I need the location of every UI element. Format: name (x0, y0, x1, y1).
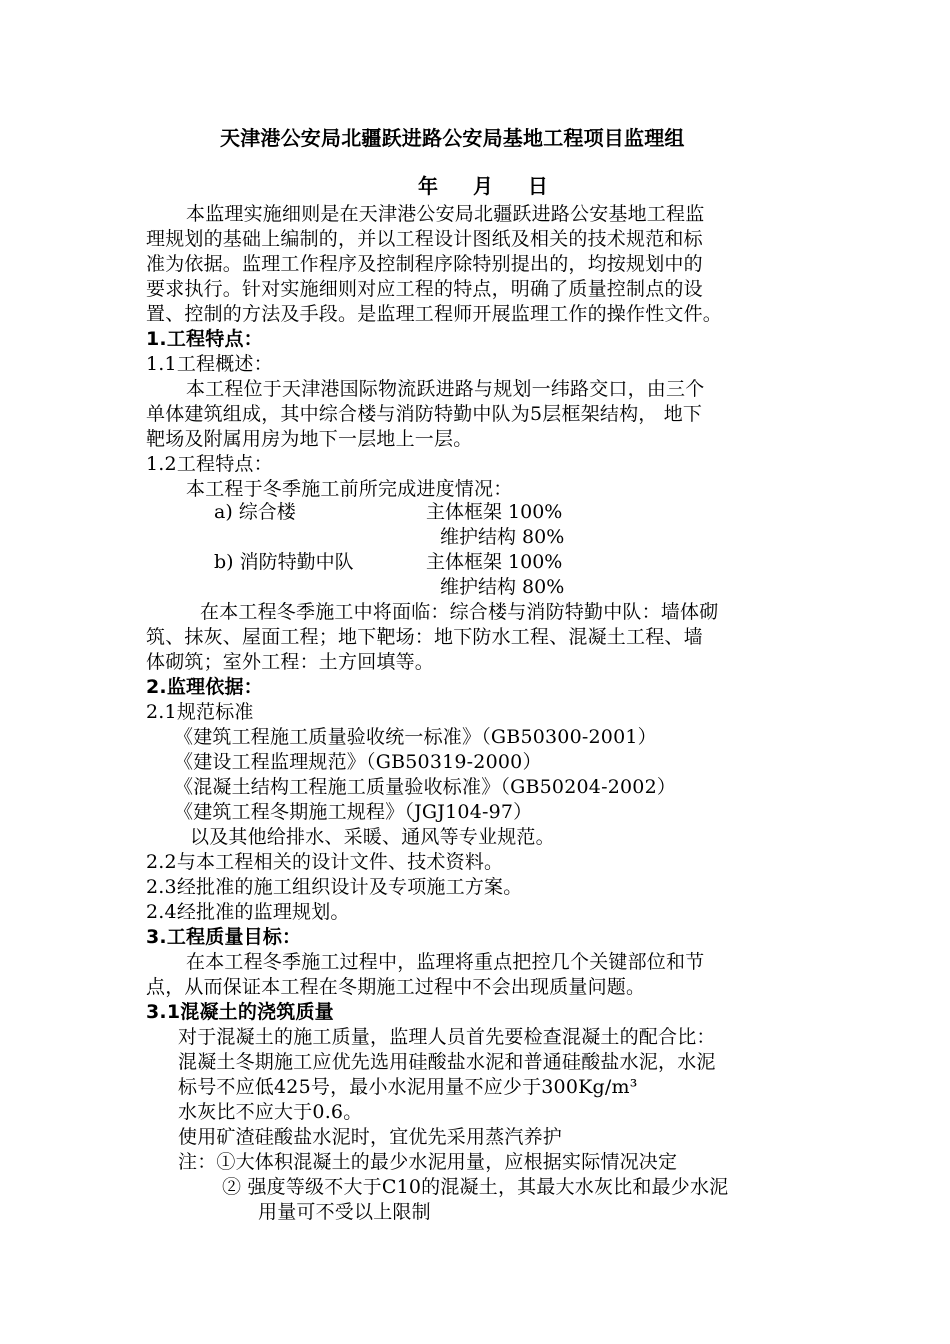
body-line: 使用矿渣硅酸盐水泥时，宜优先采用蒸汽养护 (178, 1126, 563, 1148)
standard-item: 《建筑工程施工质量验收统一标准》（GB50300-2001） (174, 726, 657, 748)
body-line: 本工程于冬季施工前所完成进度情况： (186, 478, 513, 500)
intro-line: 置、控制的方法及手段。是监理工程师开展监理工作的操作性文件。 (146, 303, 723, 325)
section-2-heading: 2.监理依据： (146, 676, 263, 698)
progress-item-value: 主体框架 100% (426, 501, 563, 523)
date-line: 年 月 日 (418, 174, 562, 198)
document-title: 天津港公安局北疆跃进路公安局基地工程项目监理组 (220, 126, 685, 150)
progress-item-label: b) 消防特勤中队 (214, 551, 354, 573)
body-line: 单体建筑组成，其中综合楼与消防特勤中队为5层框架结构， 地下 (146, 403, 703, 425)
section-1-1-heading: 1.1工程概述： (146, 353, 273, 375)
body-line: 标号不应低425号，最小水泥用量不应少于300Kg/m³ (178, 1076, 638, 1098)
body-line: 本工程位于天津港国际物流跃进路与规划一纬路交口，由三个 (186, 378, 705, 400)
body-line: 在本工程冬季施工过程中，监理将重点把控几个关键部位和节 (186, 951, 705, 973)
progress-item-label: a) 综合楼 (214, 501, 296, 523)
body-line: 靶场及附属用房为地下一层地上一层。 (146, 428, 473, 450)
body-line: 水灰比不应大于0.6。 (178, 1101, 363, 1123)
section-2-1-heading: 2.1规范标准 (146, 701, 254, 723)
body-line: 在本工程冬季施工中将面临：综合楼与消防特勤中队：墙体砌 (200, 601, 719, 623)
note-line: 用量可不受以上限制 (258, 1201, 431, 1223)
standard-item: 以及其他给排水、采暖、通风等专业规范。 (190, 826, 555, 848)
intro-line: 准为依据。监理工作程序及控制程序除特别提出的，均按规划中的 (146, 253, 703, 275)
body-line: 筑、抹灰、屋面工程；地下靶场：地下防水工程、混凝土工程、墙 (146, 626, 703, 648)
standard-item: 《建筑工程冬期施工规程》（JGJ104-97） (174, 801, 533, 823)
section-2-3: 2.3经批准的施工组织设计及专项施工方案。 (146, 876, 523, 898)
section-1-2-heading: 1.2工程特点： (146, 453, 273, 475)
progress-item-value: 维护结构 80% (440, 576, 565, 598)
standard-item: 《混凝土结构工程施工质量验收标准》（GB50204-2002） (174, 776, 677, 798)
intro-line: 本监理实施细则是在天津港公安局北疆跃进路公安基地工程监 (186, 203, 705, 225)
body-line: 体砌筑；室外工程：土方回填等。 (146, 651, 435, 673)
note-line: ② 强度等级不大于C10的混凝土，其最大水灰比和最少水泥 (222, 1176, 729, 1198)
body-line: 混凝土冬期施工应优先选用硅酸盐水泥和普通硅酸盐水泥，水泥 (178, 1051, 716, 1073)
intro-line: 要求执行。针对实施细则对应工程的特点，明确了质量控制点的设 (146, 278, 703, 300)
progress-item-value: 主体框架 100% (426, 551, 563, 573)
section-2-4: 2.4经批准的监理规划。 (146, 901, 350, 923)
progress-item-value: 维护结构 80% (440, 526, 565, 548)
note-line: 注：①大体积混凝土的最少水泥用量，应根据实际情况决定 (178, 1151, 678, 1173)
intro-line: 理规划的基础上编制的，并以工程设计图纸及相关的技术规范和标 (146, 228, 703, 250)
section-3-heading: 3.工程质量目标： (146, 926, 302, 948)
standard-item: 《建设工程监理规范》（GB50319-2000） (174, 751, 542, 773)
section-2-2: 2.2与本工程相关的设计文件、技术资料。 (146, 851, 504, 873)
body-line: 点，从而保证本工程在冬期施工过程中不会出现质量问题。 (146, 976, 646, 998)
body-line: 对于混凝土的施工质量，监理人员首先要检查混凝土的配合比： (178, 1026, 716, 1048)
section-3-1-heading: 3.1混凝土的浇筑质量 (146, 1001, 334, 1023)
section-1-heading: 1.工程特点： (146, 328, 263, 350)
